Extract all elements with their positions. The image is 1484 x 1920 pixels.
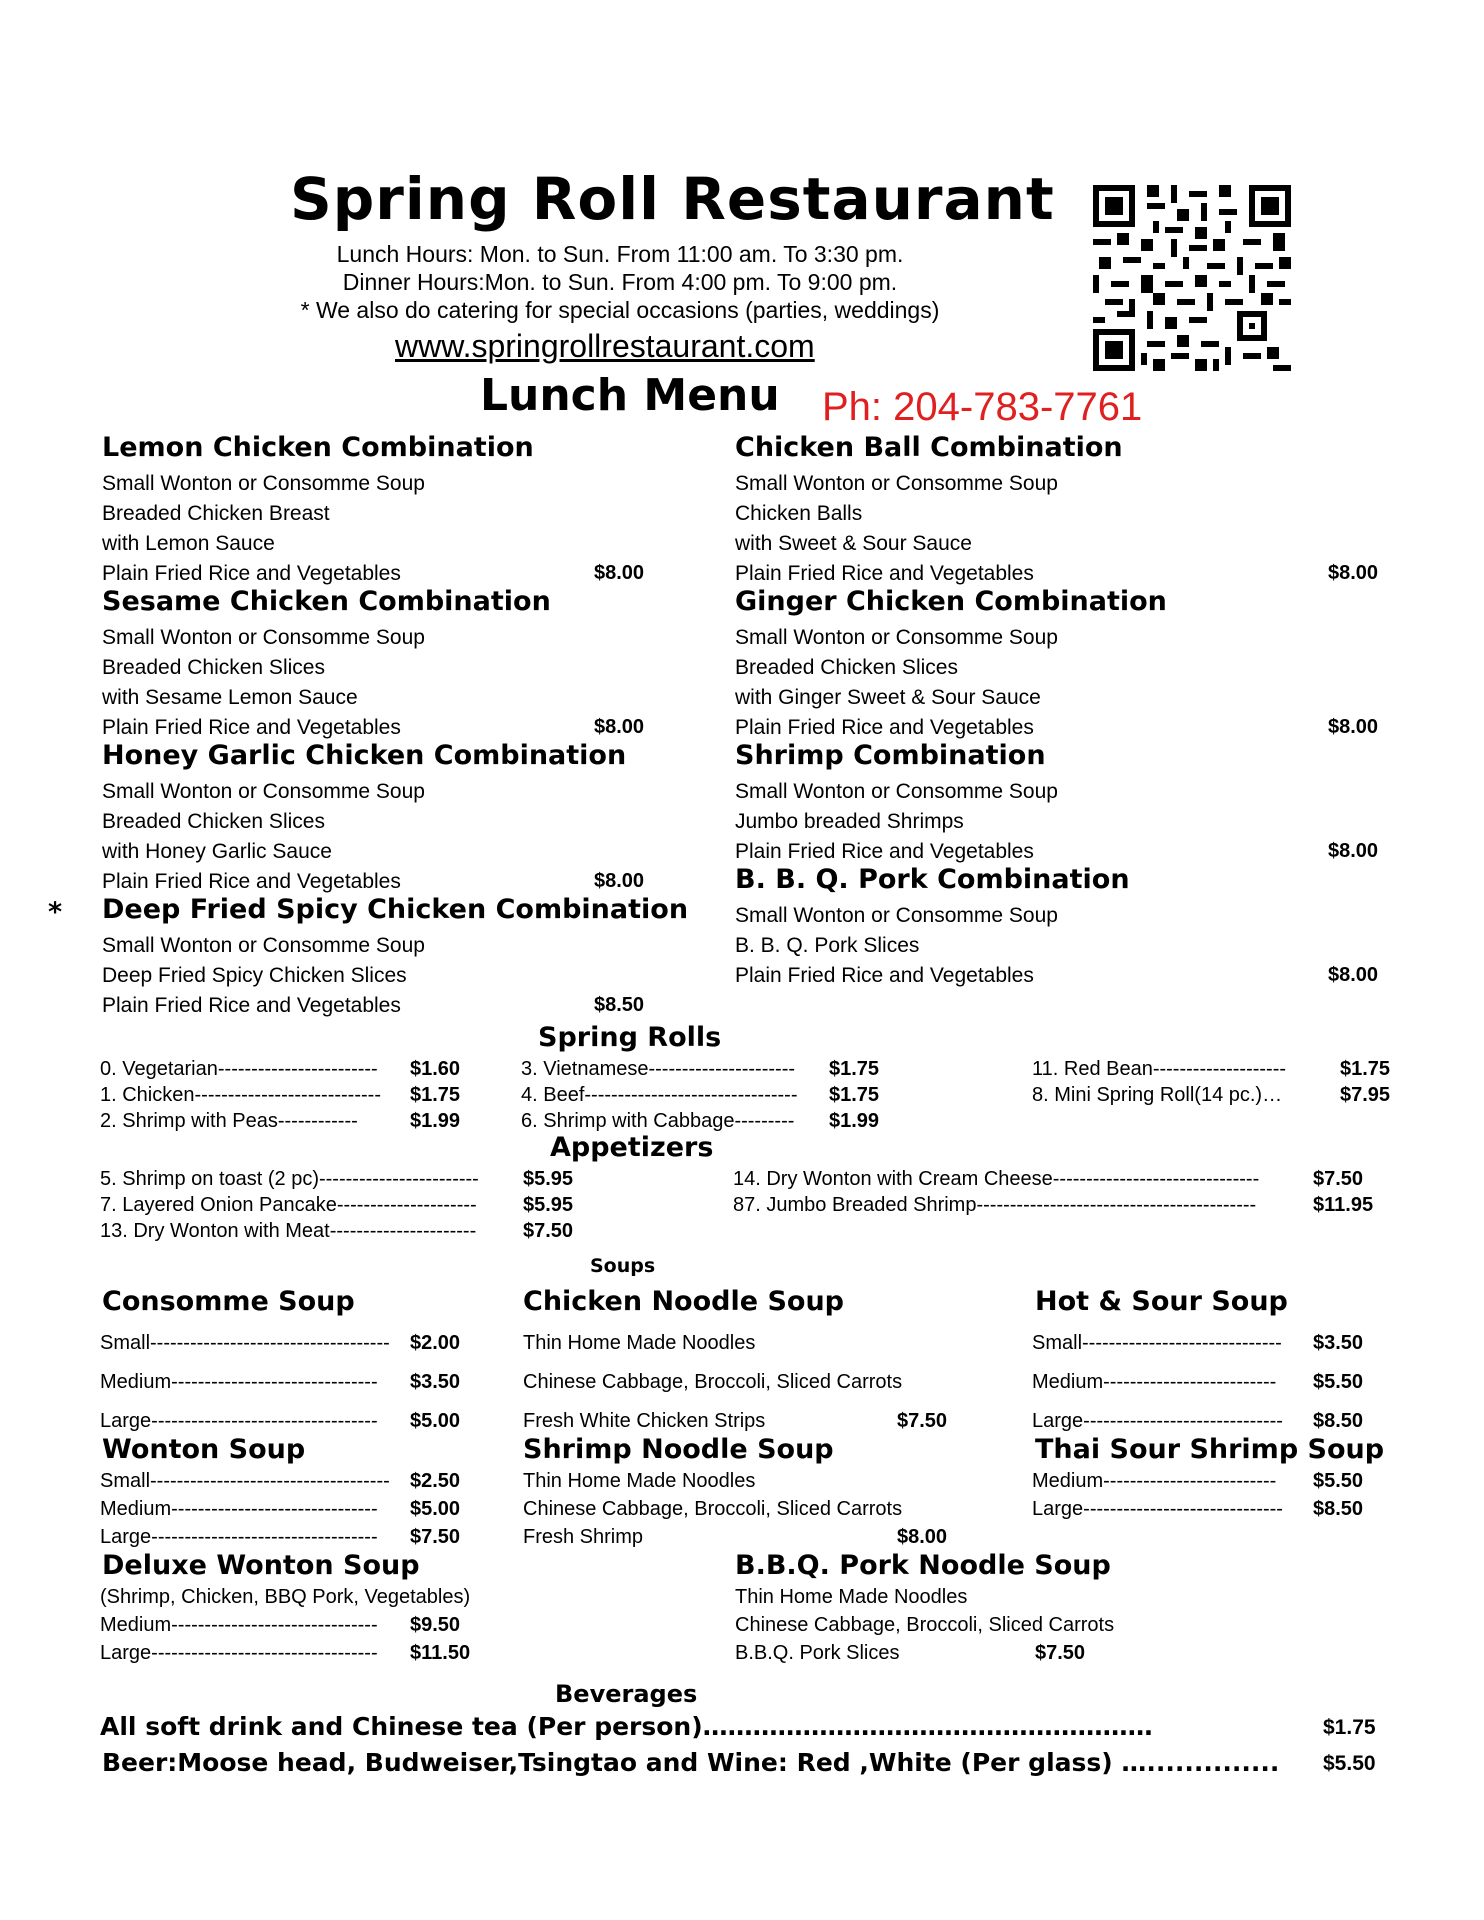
list-item-label: 14. Dry Wonton with Cream Cheese------------------------------- (733, 1168, 1260, 1190)
list-item-price: $1.75 (829, 1058, 880, 1080)
soup-title: Thai Sour Shrimp Soup (1035, 1434, 1385, 1465)
combo-line: Plain Fried Rice and Vegetables (735, 562, 1034, 585)
list-item-price: $5.95 (523, 1194, 574, 1216)
website-link[interactable]: www.springrollrestaurant.com (395, 328, 815, 364)
soups-heading: Soups (590, 1255, 656, 1277)
soup-line: Thin Home Made Noodles (523, 1470, 756, 1492)
soup-title: Deluxe Wonton Soup (102, 1550, 420, 1581)
list-item-price: $5.95 (523, 1168, 574, 1190)
soup-line: Chinese Cabbage, Broccoli, Sliced Carrots (735, 1614, 1115, 1636)
list-item-label: Large---------------------------------- (100, 1642, 378, 1664)
catering-note: * We also do catering for special occasions (parties, weddings) (300, 297, 940, 323)
combo-line: B. B. Q. Pork Slices (735, 934, 920, 957)
combo-line: Deep Fried Spicy Chicken Slices (102, 964, 407, 987)
combo-line: Breaded Chicken Slices (102, 656, 325, 679)
list-item-label: Large------------------------------ (1032, 1498, 1283, 1520)
list-item-label: Medium------------------------------- (100, 1614, 378, 1636)
list-item-price: $3.50 (1313, 1332, 1364, 1354)
list-item-label: 6. Shrimp with Cabbage--------- (521, 1110, 795, 1132)
list-item-label: 4. Beef-------------------------------- (521, 1084, 798, 1106)
qr-code-icon (1093, 185, 1291, 371)
list-item-price: $1.99 (410, 1110, 461, 1132)
combo-line: Small Wonton or Consomme Soup (735, 780, 1058, 803)
list-item-label: Medium-------------------------- (1032, 1371, 1277, 1393)
beverages-heading: Beverages (555, 1680, 698, 1708)
list-item-price: $1.75 (410, 1084, 461, 1106)
combo-line: Small Wonton or Consomme Soup (735, 904, 1058, 927)
list-item-label: 13. Dry Wonton with Meat---------------------- (100, 1220, 477, 1242)
combo-line: Breaded Chicken Breast (102, 502, 330, 525)
combo-line: Breaded Chicken Slices (102, 810, 325, 833)
combo-line: Small Wonton or Consomme Soup (735, 626, 1058, 649)
list-item-price: $7.50 (523, 1220, 574, 1242)
list-item-label: 7. Layered Onion Pancake--------------------- (100, 1194, 477, 1216)
combo-price: $8.00 (1328, 562, 1379, 584)
combo-title: Deep Fried Spicy Chicken Combination (102, 894, 689, 925)
list-item-price: $11.50 (410, 1642, 471, 1664)
combo-line: with Honey Garlic Sauce (102, 840, 332, 863)
list-item-label: Small------------------------------------ (100, 1332, 390, 1354)
list-item-label: 2. Shrimp with Peas------------ (100, 1110, 358, 1132)
soup-line: Thin Home Made Noodles (523, 1332, 756, 1354)
combo-line: Plain Fried Rice and Vegetables (102, 870, 401, 893)
list-item-price: $7.95 (1340, 1084, 1391, 1106)
soup-line: Chinese Cabbage, Broccoli, Sliced Carrots (523, 1371, 903, 1393)
beverage-label: Beer:Moose head, Budweiser,Tsingtao and Wine: Red ,White (Per glass) ….............. (102, 1748, 1280, 1777)
combo-title: Lemon Chicken Combination (102, 432, 534, 463)
dinner-hours: Dinner Hours:Mon. to Sun. From 4:00 pm. To 9:00 pm. (342, 269, 898, 295)
combo-title: Sesame Chicken Combination (102, 586, 551, 617)
list-item-price: $5.50 (1313, 1470, 1364, 1492)
combo-line: Plain Fried Rice and Vegetables (735, 716, 1034, 739)
combo-line: Chicken Balls (735, 502, 863, 525)
combo-title: Ginger Chicken Combination (735, 586, 1167, 617)
appetizers-heading: Appetizers (550, 1132, 714, 1163)
lunch-hours: Lunch Hours: Mon. to Sun. From 11:00 am. To 3:30 pm. (336, 241, 904, 267)
combo-line: Plain Fried Rice and Vegetables (735, 840, 1034, 863)
list-item-price: $5.00 (410, 1410, 461, 1432)
restaurant-title: Spring Roll Restaurant (290, 165, 1055, 233)
combo-title: B. B. Q. Pork Combination (735, 864, 1130, 895)
soup-description: (Shrimp, Chicken, BBQ Pork, Vegetables) (100, 1586, 471, 1608)
list-item-price: $11.95 (1313, 1194, 1374, 1216)
soup-title: B.B.Q. Pork Noodle Soup (735, 1550, 1111, 1581)
list-item-price: $9.50 (410, 1614, 461, 1636)
list-item-label: 3. Vietnamese---------------------- (521, 1058, 796, 1080)
soup-line: Fresh White Chicken Strips (523, 1410, 766, 1432)
soup-line: B.B.Q. Pork Slices (735, 1642, 900, 1664)
combo-price: $8.00 (594, 562, 645, 584)
list-item-label: Large---------------------------------- (100, 1526, 378, 1548)
combo-line: with Lemon Sauce (102, 532, 275, 555)
list-item-label: Small------------------------------ (1032, 1332, 1282, 1354)
list-item-label: 11. Red Bean-------------------- (1032, 1058, 1287, 1080)
list-item-price: $2.50 (410, 1470, 461, 1492)
combo-price: $8.00 (594, 716, 645, 738)
list-item-label: Medium------------------------------- (100, 1498, 378, 1520)
combo-line: with Sweet & Sour Sauce (735, 532, 972, 555)
combo-line: Plain Fried Rice and Vegetables (102, 716, 401, 739)
combo-line: Plain Fried Rice and Vegetables (735, 964, 1034, 987)
combo-line: Breaded Chicken Slices (735, 656, 958, 679)
list-item-label: 1. Chicken---------------------------- (100, 1084, 381, 1106)
beverage-price: $1.75 (1323, 1716, 1376, 1739)
combo-price: $8.00 (1328, 964, 1379, 986)
soup-title: Chicken Noodle Soup (523, 1286, 844, 1317)
list-item-label: 8. Mini Spring Roll(14 pc.)… (1032, 1084, 1283, 1106)
soup-price: $8.00 (897, 1526, 948, 1548)
list-item-label: Medium------------------------------- (100, 1371, 378, 1393)
list-item-label: Small------------------------------------ (100, 1470, 390, 1492)
combo-line: Jumbo breaded Shrimps (735, 810, 964, 833)
soup-title: Wonton Soup (102, 1434, 306, 1465)
menu-title: Lunch Menu (480, 370, 780, 421)
list-item-price: $7.50 (1313, 1168, 1364, 1190)
list-item-price: $2.00 (410, 1332, 461, 1354)
list-item-label: 0. Vegetarian------------------------ (100, 1058, 378, 1080)
soup-title: Consomme Soup (102, 1286, 355, 1317)
combo-line: Plain Fried Rice and Vegetables (102, 994, 401, 1017)
list-item-price: $5.00 (410, 1498, 461, 1520)
combo-price: $8.00 (1328, 840, 1379, 862)
list-item-label: Large---------------------------------- (100, 1410, 378, 1432)
list-item-price: $8.50 (1313, 1498, 1364, 1520)
combo-title: Honey Garlic Chicken Combination (102, 740, 627, 771)
combo-line: with Sesame Lemon Sauce (102, 686, 358, 709)
combo-line: Plain Fried Rice and Vegetables (102, 562, 401, 585)
soup-price: $7.50 (1035, 1642, 1086, 1664)
combo-line: Small Wonton or Consomme Soup (102, 472, 425, 495)
beverage-price: $5.50 (1323, 1752, 1376, 1775)
list-item-price: $1.99 (829, 1110, 880, 1132)
soup-price: $7.50 (897, 1410, 948, 1432)
phone-number: Ph: 204-783-7761 (822, 385, 1143, 429)
combo-line: Small Wonton or Consomme Soup (102, 780, 425, 803)
soup-line: Fresh Shrimp (523, 1526, 644, 1548)
list-item-price: $8.50 (1313, 1410, 1364, 1432)
spring-rolls-heading: Spring Rolls (538, 1022, 722, 1053)
list-item-label: 5. Shrimp on toast (2 pc)------------------------ (100, 1168, 479, 1190)
combo-line: with Ginger Sweet & Sour Sauce (735, 686, 1041, 709)
list-item-price: $1.75 (1340, 1058, 1391, 1080)
combo-title: Shrimp Combination (735, 740, 1046, 771)
combo-price: $8.00 (1328, 716, 1379, 738)
combo-line: Small Wonton or Consomme Soup (102, 626, 425, 649)
list-item-price: $3.50 (410, 1371, 461, 1393)
soup-line: Thin Home Made Noodles (735, 1586, 968, 1608)
spicy-star: * (48, 897, 63, 928)
soup-line: Chinese Cabbage, Broccoli, Sliced Carrots (523, 1498, 903, 1520)
combo-title: Chicken Ball Combination (735, 432, 1123, 463)
list-item-label: Medium-------------------------- (1032, 1470, 1277, 1492)
soup-title: Hot & Sour Soup (1035, 1286, 1288, 1317)
soup-title: Shrimp Noodle Soup (523, 1434, 834, 1465)
list-item-price: $1.75 (829, 1084, 880, 1106)
list-item-label: 87. Jumbo Breaded Shrimp------------------------------------------ (733, 1194, 1257, 1216)
list-item-price: $1.60 (410, 1058, 461, 1080)
list-item-price: $5.50 (1313, 1371, 1364, 1393)
combo-line: Small Wonton or Consomme Soup (735, 472, 1058, 495)
combo-line: Small Wonton or Consomme Soup (102, 934, 425, 957)
list-item-label: Large------------------------------ (1032, 1410, 1283, 1432)
combo-price: $8.00 (594, 870, 645, 892)
list-item-price: $7.50 (410, 1526, 461, 1548)
combo-price: $8.50 (594, 994, 645, 1016)
beverage-label: All soft drink and Chinese tea (Per person)……………………………………………… (100, 1712, 1153, 1741)
